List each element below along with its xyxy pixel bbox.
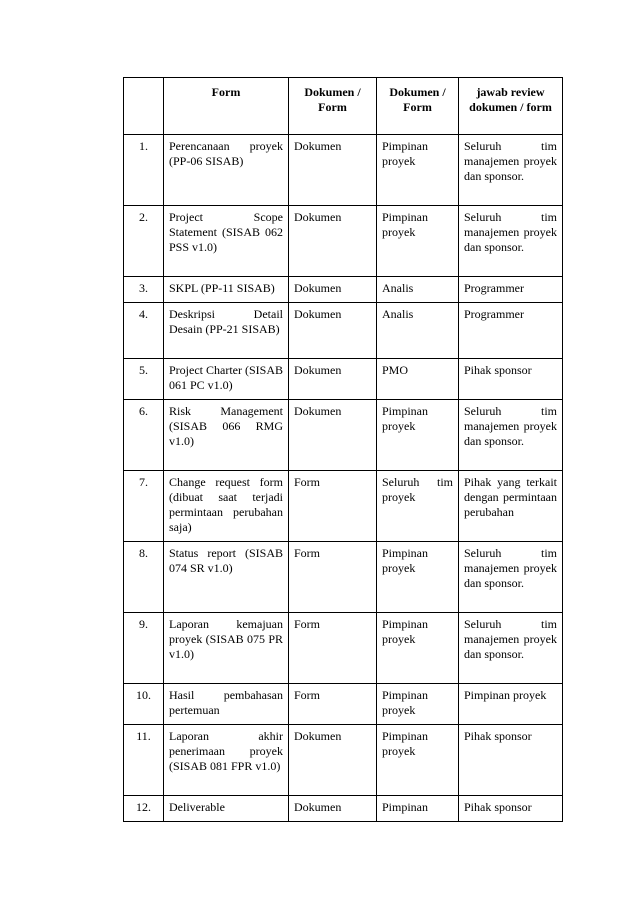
document-reviewer: Seluruh tim manajemen proyek dan sponsor. — [459, 542, 563, 613]
document-name: SKPL (PP-11 SISAB) — [164, 277, 289, 303]
table-row — [124, 359, 563, 400]
document-name: Laporan kemajuan proyek (SISAB 075 PR v1.0) — [164, 613, 289, 684]
header-type: Dokumen / Form — [289, 78, 377, 135]
document-reviewer: Seluruh tim manajemen proyek dan sponsor. — [459, 135, 563, 206]
header-reviewer: jawab review dokumen / form — [459, 78, 563, 135]
table-header-row — [124, 78, 563, 135]
document-type: Dokumen — [289, 359, 377, 400]
document-type: Form — [289, 471, 377, 542]
row-number: 10. — [124, 684, 164, 725]
document-name: Risk Management (SISAB 066 RMG v1.0) — [164, 400, 289, 471]
document-type: Dokumen — [289, 135, 377, 206]
table-row — [124, 206, 563, 277]
document-owner: Analis — [377, 277, 459, 303]
document-name: Status report (SISAB 074 SR v1.0) — [164, 542, 289, 613]
document-reviewer: Seluruh tim manajemen proyek dan sponsor. — [459, 613, 563, 684]
row-number: 1. — [124, 135, 164, 206]
document-reviewer: Pihak sponsor — [459, 796, 563, 822]
document-reviewer: Pihak yang terkait dengan permintaan perubahan — [459, 471, 563, 542]
document-name: Perencanaan proyek (PP-06 SISAB) — [164, 135, 289, 206]
document-name: Change request form (dibuat saat terjadi permintaan perubahan saja) — [164, 471, 289, 542]
document-owner: Pimpinan proyek — [377, 135, 459, 206]
document-owner: Pimpinan proyek — [377, 400, 459, 471]
table-row — [124, 471, 563, 542]
document-table — [123, 77, 563, 822]
document-owner: Pimpinan proyek — [377, 613, 459, 684]
row-number: 5. — [124, 359, 164, 400]
document-name: Project Charter (SISAB 061 PC v1.0) — [164, 359, 289, 400]
document-owner: Analis — [377, 303, 459, 359]
document-reviewer: Programmer — [459, 277, 563, 303]
document-type: Dokumen — [289, 400, 377, 471]
document-type: Dokumen — [289, 796, 377, 822]
row-number: 9. — [124, 613, 164, 684]
table-row — [124, 684, 563, 725]
row-number: 7. — [124, 471, 164, 542]
document-owner: Seluruh tim proyek — [377, 471, 459, 542]
document-owner: Pimpinan proyek — [377, 206, 459, 277]
document-type: Dokumen — [289, 277, 377, 303]
table-row — [124, 135, 563, 206]
document-owner: Pimpinan proyek — [377, 684, 459, 725]
document-name: Deliverable — [164, 796, 289, 822]
document-owner: PMO — [377, 359, 459, 400]
row-number: 12. — [124, 796, 164, 822]
table-row — [124, 725, 563, 796]
table-row — [124, 400, 563, 471]
table-row — [124, 542, 563, 613]
document-reviewer: Programmer — [459, 303, 563, 359]
document-name: Deskripsi Detail Desain (PP-21 SISAB) — [164, 303, 289, 359]
header-owner: Dokumen / Form — [377, 78, 459, 135]
document-owner: Pimpinan proyek — [377, 725, 459, 796]
row-number: 3. — [124, 277, 164, 303]
table-row — [124, 303, 563, 359]
document-reviewer: Seluruh tim manajemen proyek dan sponsor. — [459, 400, 563, 471]
table-body — [124, 135, 563, 822]
header-form: Form — [164, 78, 289, 135]
row-number: 11. — [124, 725, 164, 796]
document-reviewer: Pihak sponsor — [459, 359, 563, 400]
table-row — [124, 613, 563, 684]
document-name: Project Scope Statement (SISAB 062 PSS v1.0) — [164, 206, 289, 277]
row-number: 8. — [124, 542, 164, 613]
document-name: Hasil pembahasan pertemuan — [164, 684, 289, 725]
row-number: 2. — [124, 206, 164, 277]
table-row — [124, 277, 563, 303]
row-number: 4. — [124, 303, 164, 359]
document-type: Form — [289, 684, 377, 725]
document-type: Dokumen — [289, 725, 377, 796]
header-number — [124, 78, 164, 135]
document-reviewer: Pihak sponsor — [459, 725, 563, 796]
document-type: Dokumen — [289, 303, 377, 359]
document-owner: Pimpinan proyek — [377, 542, 459, 613]
document-reviewer: Seluruh tim manajemen proyek dan sponsor. — [459, 206, 563, 277]
document-type: Form — [289, 613, 377, 684]
document-owner: Pimpinan — [377, 796, 459, 822]
document-reviewer: Pimpinan proyek — [459, 684, 563, 725]
document-name: Laporan akhir penerimaan proyek (SISAB 081 FPR v1.0) — [164, 725, 289, 796]
document-type: Dokumen — [289, 206, 377, 277]
document-type: Form — [289, 542, 377, 613]
table-row — [124, 796, 563, 822]
row-number: 6. — [124, 400, 164, 471]
